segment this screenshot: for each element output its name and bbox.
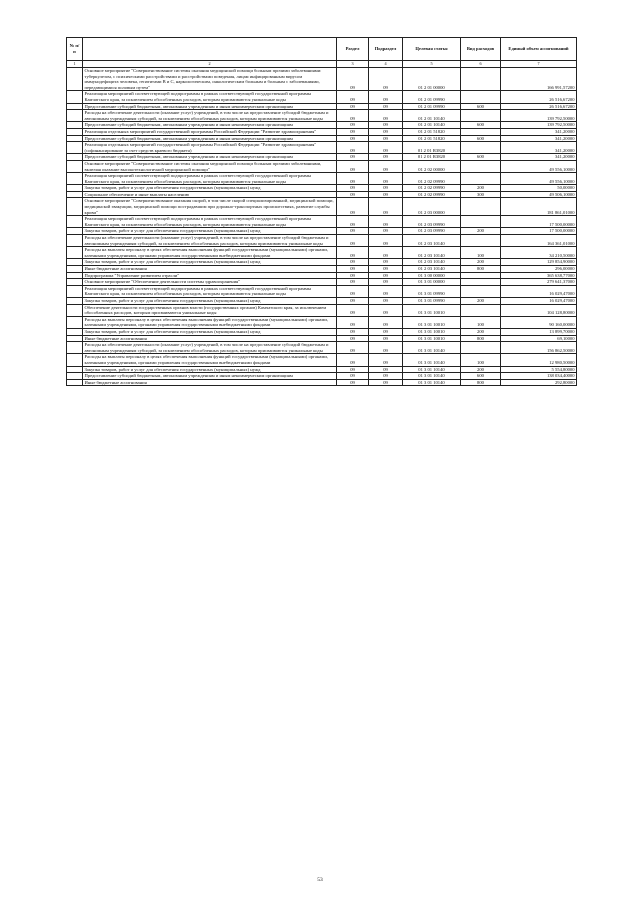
table-header-row bbox=[67, 38, 577, 61]
cell-subsection: 09 bbox=[369, 379, 403, 386]
cell-expense-type: 200 bbox=[461, 185, 501, 192]
cell-section: 09 bbox=[337, 68, 369, 91]
column-number-row bbox=[67, 61, 577, 68]
cell-number bbox=[67, 216, 83, 228]
cell-number bbox=[67, 328, 83, 335]
cell-target-item: 01 3 01 10010 bbox=[403, 316, 461, 328]
table-row bbox=[67, 335, 577, 342]
col-header-name bbox=[83, 38, 337, 61]
cell-target-item: 01 3 01 10140 bbox=[403, 373, 461, 380]
cell-section: 09 bbox=[337, 297, 369, 304]
cell-subsection: 09 bbox=[369, 228, 403, 235]
col-header-section: Раздел bbox=[337, 38, 369, 61]
cell-name: Закупка товаров, работ и услуг для обеспечения государственных (муниципальных) нужд bbox=[83, 228, 337, 235]
budget-table bbox=[66, 37, 577, 386]
cell-name: Предоставление субсидий бюджетным, автономным учреждениям и иным некоммерческим организациям bbox=[83, 103, 337, 110]
cell-section: 09 bbox=[337, 173, 369, 185]
cell-name: Реализация мероприятий соответствующей подпрограммы в рамках соответствующей государственной программы Камчатского края, за исключением обособленных расходов, которым присваиваются уникальные коды bbox=[83, 285, 337, 297]
cell-allocation: 365 638,77000 bbox=[501, 272, 577, 279]
cell-section: 09 bbox=[337, 135, 369, 142]
cell-name: Основное мероприятие "Совершенствование оказания скорой, в том числе скорой специализированной, медицинской помощи, медицинской эвакуации, медицинской помощи пострадавшим при дорожно-транспортных происшествиях, развитие службы крови" bbox=[83, 198, 337, 216]
cell-section: 09 bbox=[337, 272, 369, 279]
col-header-expense-type: Вид расходов bbox=[461, 38, 501, 61]
cell-subsection: 09 bbox=[369, 122, 403, 129]
page-number: 53 bbox=[317, 877, 323, 883]
cell-section: 09 bbox=[337, 110, 369, 122]
cell-target-item: 01 3 01 10010 bbox=[403, 328, 461, 335]
table-row bbox=[67, 272, 577, 279]
cell-target-item: 01 2 01 51820 bbox=[403, 128, 461, 135]
cell-name: Расходы на обеспечение деятельности (оказание услуг) учреждений, в том числе на предоставление субсидий бюджетным и автономным учреждениям субсидий, за исключением обособленных расходов, которым присваиваются уникальные коды bbox=[83, 342, 337, 354]
table-row bbox=[67, 185, 577, 192]
cell-section: 09 bbox=[337, 316, 369, 328]
table-row bbox=[67, 366, 577, 373]
cell-allocation: 49 556,10000 bbox=[501, 160, 577, 172]
cell-number bbox=[67, 304, 83, 316]
cell-name: Закупка товаров, работ и услуг для обеспечения государственных (муниципальных) нужд bbox=[83, 366, 337, 373]
cell-name: Закупка товаров, работ и услуг для обеспечения государственных (муниципальных) нужд bbox=[83, 185, 337, 192]
cell-target-item: 01 2 01 10140 bbox=[403, 122, 461, 129]
cell-name: Социальное обеспечение и иные выплаты населению bbox=[83, 191, 337, 198]
cell-section: 09 bbox=[337, 216, 369, 228]
col-header-allocation: Единый объем ассигнований bbox=[501, 38, 577, 61]
cell-expense-type: 200 bbox=[461, 259, 501, 266]
cell-expense-type bbox=[461, 216, 501, 228]
table-row bbox=[67, 91, 577, 103]
cell-section: 09 bbox=[337, 122, 369, 129]
cell-subsection: 09 bbox=[369, 68, 403, 91]
cell-name: Основное мероприятие "Совершенствование системы оказания медицинской помощи больным прочими заболеваниями: туберкулезом, с психическими расстройствами и расстройствами поведения, лицам инфицированным вирусом иммунодефицита человека, гепатитами В и С, наркологическим, онкологическим больным и больным с заболеваниями, передающимися половым путем" bbox=[83, 68, 337, 91]
cell-number bbox=[67, 342, 83, 354]
cell-name: Предоставление субсидий бюджетным, автономным учреждениям и иным некоммерческим организациям bbox=[83, 122, 337, 129]
table-row bbox=[67, 228, 577, 235]
table-row bbox=[67, 198, 577, 216]
cell-allocation: 50,00000 bbox=[501, 185, 577, 192]
table-row bbox=[67, 285, 577, 297]
cell-target-item: 01 2 03 10140 bbox=[403, 247, 461, 259]
cell-number bbox=[67, 354, 83, 366]
table-row bbox=[67, 154, 577, 161]
cell-subsection: 09 bbox=[369, 128, 403, 135]
cell-section: 09 bbox=[337, 335, 369, 342]
cell-target-item: 01 2 03 09990 bbox=[403, 228, 461, 235]
cell-subsection: 09 bbox=[369, 285, 403, 297]
cell-allocation: 296,00000 bbox=[501, 266, 577, 273]
cell-allocation: 279 641,37000 bbox=[501, 279, 577, 286]
table-row bbox=[67, 103, 577, 110]
cell-subsection: 09 bbox=[369, 154, 403, 161]
cell-allocation: 139 792,50000 bbox=[501, 110, 577, 122]
table-body bbox=[67, 68, 577, 386]
cell-allocation: 341,20000 bbox=[501, 128, 577, 135]
col-number: 1 bbox=[67, 61, 83, 68]
cell-target-item: 01 2 03 10140 bbox=[403, 235, 461, 247]
cell-section: 09 bbox=[337, 103, 369, 110]
cell-expense-type bbox=[461, 279, 501, 286]
cell-target-item: 01 3 01 10140 bbox=[403, 342, 461, 354]
cell-target-item: 01 3 01 10010 bbox=[403, 304, 461, 316]
cell-subsection: 09 bbox=[369, 328, 403, 335]
table-row bbox=[67, 110, 577, 122]
cell-expense-type: 600 bbox=[461, 135, 501, 142]
cell-section: 09 bbox=[337, 266, 369, 273]
cell-expense-type: 600 bbox=[461, 103, 501, 110]
cell-section: 09 bbox=[337, 279, 369, 286]
col-header-target-item: Целевая статья bbox=[403, 38, 461, 61]
cell-allocation: 26 516,67200 bbox=[501, 103, 577, 110]
cell-section: 09 bbox=[337, 185, 369, 192]
table-row bbox=[67, 142, 577, 154]
cell-section: 09 bbox=[337, 228, 369, 235]
cell-allocation: 104 128,80000 bbox=[501, 304, 577, 316]
table-row bbox=[67, 235, 577, 247]
cell-expense-type: 800 bbox=[461, 266, 501, 273]
cell-expense-type: 300 bbox=[461, 191, 501, 198]
table-row bbox=[67, 266, 577, 273]
cell-section: 09 bbox=[337, 366, 369, 373]
cell-name: Иные бюджетные ассигнования bbox=[83, 266, 337, 273]
cell-allocation: 26 516,67200 bbox=[501, 91, 577, 103]
cell-target-item: 01 2 02 00000 bbox=[403, 160, 461, 172]
cell-name: Расходы на обеспечение деятельности (оказание услуг) учреждений, в том числе на предоставление субсидий бюджетным и автономным учреждениям субсидий, за исключением обособленных расходов, которым присваиваются уникальные коды bbox=[83, 110, 337, 122]
cell-number bbox=[67, 316, 83, 328]
cell-expense-type bbox=[461, 285, 501, 297]
cell-allocation: 90 160,00000 bbox=[501, 316, 577, 328]
cell-number bbox=[67, 173, 83, 185]
table-row bbox=[67, 304, 577, 316]
cell-allocation: 156 862,50000 bbox=[501, 342, 577, 354]
cell-expense-type: 600 bbox=[461, 122, 501, 129]
cell-target-item: 01 2 01 51820 bbox=[403, 135, 461, 142]
cell-subsection: 09 bbox=[369, 297, 403, 304]
cell-expense-type: 200 bbox=[461, 228, 501, 235]
table-row bbox=[67, 191, 577, 198]
cell-expense-type: 800 bbox=[461, 335, 501, 342]
cell-subsection: 09 bbox=[369, 91, 403, 103]
cell-section: 09 bbox=[337, 285, 369, 297]
cell-number bbox=[67, 272, 83, 279]
cell-name: Иные бюджетные ассигнования bbox=[83, 335, 337, 342]
cell-subsection: 09 bbox=[369, 191, 403, 198]
cell-expense-type: 200 bbox=[461, 366, 501, 373]
cell-name: Предоставление субсидий бюджетным, автономным учреждениям и иным некоммерческим организациям bbox=[83, 154, 337, 161]
table-row bbox=[67, 68, 577, 91]
cell-name: Предоставление субсидий бюджетным, автономным учреждениям и иным некоммерческим организациям bbox=[83, 135, 337, 142]
col-header-subsection: Подраздел bbox=[369, 38, 403, 61]
table-row bbox=[67, 342, 577, 354]
cell-subsection: 09 bbox=[369, 304, 403, 316]
cell-target-item: 01 3 01 10140 bbox=[403, 366, 461, 373]
cell-section: 09 bbox=[337, 373, 369, 380]
cell-expense-type: 200 bbox=[461, 328, 501, 335]
table-row bbox=[67, 160, 577, 172]
cell-expense-type bbox=[461, 173, 501, 185]
cell-number bbox=[67, 247, 83, 259]
cell-target-item: 01 2 01 R3820 bbox=[403, 154, 461, 161]
cell-target-item: 01 3 01 09990 bbox=[403, 285, 461, 297]
table-row bbox=[67, 297, 577, 304]
cell-number bbox=[67, 103, 83, 110]
cell-number bbox=[67, 128, 83, 135]
cell-subsection: 09 bbox=[369, 373, 403, 380]
cell-target-item: 01 3 01 10010 bbox=[403, 335, 461, 342]
cell-allocation: 16 029,47000 bbox=[501, 297, 577, 304]
cell-subsection: 09 bbox=[369, 103, 403, 110]
cell-section: 09 bbox=[337, 142, 369, 154]
table-row bbox=[67, 279, 577, 286]
cell-number bbox=[67, 91, 83, 103]
cell-allocation: 34 210,50000 bbox=[501, 247, 577, 259]
cell-expense-type: 600 bbox=[461, 373, 501, 380]
cell-number bbox=[67, 110, 83, 122]
cell-section: 09 bbox=[337, 259, 369, 266]
cell-allocation: 16 029,47000 bbox=[501, 285, 577, 297]
cell-name: Закупка товаров, работ и услуг для обеспечения государственных (муниципальных) нужд bbox=[83, 328, 337, 335]
cell-allocation: 12 980,50000 bbox=[501, 354, 577, 366]
cell-target-item: 01 2 01 00000 bbox=[403, 68, 461, 91]
cell-subsection: 09 bbox=[369, 235, 403, 247]
cell-subsection: 09 bbox=[369, 342, 403, 354]
cell-expense-type bbox=[461, 304, 501, 316]
cell-target-item: 01 3 01 00000 bbox=[403, 279, 461, 286]
col-number: 4 bbox=[369, 61, 403, 68]
cell-number bbox=[67, 279, 83, 286]
cell-name: Расходы на выплаты персоналу в целях обеспечения выполнения функций государственными (муниципальными) органами, казенными учреждениями, органами управления государственными внебюджетными фондами bbox=[83, 354, 337, 366]
cell-allocation: 17 500,00000 bbox=[501, 216, 577, 228]
cell-subsection: 09 bbox=[369, 160, 403, 172]
cell-subsection: 09 bbox=[369, 173, 403, 185]
cell-name: Предоставление субсидий бюджетным, автономным учреждениям и иным некоммерческим организациям bbox=[83, 373, 337, 380]
cell-expense-type bbox=[461, 68, 501, 91]
cell-expense-type bbox=[461, 235, 501, 247]
cell-number bbox=[67, 373, 83, 380]
table-row bbox=[67, 379, 577, 386]
cell-subsection: 09 bbox=[369, 259, 403, 266]
cell-section: 09 bbox=[337, 191, 369, 198]
cell-number bbox=[67, 266, 83, 273]
cell-section: 09 bbox=[337, 235, 369, 247]
cell-expense-type bbox=[461, 272, 501, 279]
cell-subsection: 09 bbox=[369, 247, 403, 259]
cell-section: 09 bbox=[337, 128, 369, 135]
cell-number bbox=[67, 235, 83, 247]
cell-allocation: 341,20000 bbox=[501, 142, 577, 154]
table-row bbox=[67, 173, 577, 185]
budget-table-page bbox=[66, 37, 576, 386]
cell-section: 09 bbox=[337, 354, 369, 366]
cell-name: Расходы на выплаты персоналу в целях обеспечения выполнения функций государственными (муниципальными) органами, казенными учреждениями, органами управления государственными внебюджетными фондами bbox=[83, 247, 337, 259]
col-number: 6 bbox=[461, 61, 501, 68]
cell-target-item: 01 2 01 09990 bbox=[403, 103, 461, 110]
cell-subsection: 09 bbox=[369, 366, 403, 373]
cell-name: Закупка товаров, работ и услуг для обеспечения государственных (муниципальных) нужд bbox=[83, 259, 337, 266]
cell-allocation: 49 556,10000 bbox=[501, 173, 577, 185]
cell-section: 09 bbox=[337, 342, 369, 354]
cell-number bbox=[67, 228, 83, 235]
table-row bbox=[67, 128, 577, 135]
cell-expense-type: 800 bbox=[461, 379, 501, 386]
cell-target-item: 01 3 01 10140 bbox=[403, 379, 461, 386]
table-row bbox=[67, 135, 577, 142]
cell-allocation: 129 854,90000 bbox=[501, 259, 577, 266]
table-row bbox=[67, 316, 577, 328]
cell-number bbox=[67, 135, 83, 142]
cell-number bbox=[67, 285, 83, 297]
cell-allocation: 139 792,50000 bbox=[501, 122, 577, 129]
cell-name: Подпрограмма "Управление развитием отрасли" bbox=[83, 272, 337, 279]
cell-name: Иные бюджетные ассигнования bbox=[83, 379, 337, 386]
cell-expense-type: 200 bbox=[461, 297, 501, 304]
cell-subsection: 09 bbox=[369, 316, 403, 328]
cell-expense-type bbox=[461, 142, 501, 154]
cell-name: Реализация мероприятий соответствующей подпрограммы в рамках соответствующей государственной программы Камчатского края, за исключением обособленных расходов, которым присваиваются уникальные коды bbox=[83, 216, 337, 228]
cell-number bbox=[67, 154, 83, 161]
cell-allocation: 341,20000 bbox=[501, 154, 577, 161]
cell-subsection: 09 bbox=[369, 216, 403, 228]
cell-allocation: 166 991,57200 bbox=[501, 68, 577, 91]
cell-target-item: 01 2 01 09990 bbox=[403, 91, 461, 103]
cell-subsection: 09 bbox=[369, 135, 403, 142]
cell-target-item: 01 3 01 10140 bbox=[403, 354, 461, 366]
cell-name: Расходы на обеспечение деятельности (оказание услуг) учреждений, в том числе на предоставление субсидий бюджетным и автономным учреждениям субсидий, за исключением обособленных расходов, которым присваиваются уникальные коды bbox=[83, 235, 337, 247]
cell-subsection: 09 bbox=[369, 142, 403, 154]
cell-allocation: 13 899,70000 bbox=[501, 328, 577, 335]
cell-allocation: 17 500,00000 bbox=[501, 228, 577, 235]
cell-section: 09 bbox=[337, 160, 369, 172]
table-row bbox=[67, 259, 577, 266]
cell-subsection: 09 bbox=[369, 110, 403, 122]
table-row bbox=[67, 328, 577, 335]
cell-section: 09 bbox=[337, 91, 369, 103]
cell-expense-type bbox=[461, 128, 501, 135]
cell-section: 09 bbox=[337, 304, 369, 316]
cell-number bbox=[67, 191, 83, 198]
table-row bbox=[67, 354, 577, 366]
cell-allocation: 49 506,10000 bbox=[501, 191, 577, 198]
table-row bbox=[67, 373, 577, 380]
cell-allocation: 164 361,01000 bbox=[501, 235, 577, 247]
cell-allocation: 138 034,40000 bbox=[501, 373, 577, 380]
cell-subsection: 09 bbox=[369, 335, 403, 342]
cell-subsection: 09 bbox=[369, 266, 403, 273]
cell-number bbox=[67, 142, 83, 154]
cell-expense-type: 100 bbox=[461, 354, 501, 366]
cell-expense-type bbox=[461, 160, 501, 172]
cell-target-item: 01 2 01 R3820 bbox=[403, 142, 461, 154]
cell-section: 09 bbox=[337, 198, 369, 216]
cell-expense-type bbox=[461, 342, 501, 354]
cell-subsection: 09 bbox=[369, 185, 403, 192]
cell-name: Реализация мероприятий соответствующей подпрограммы в рамках соответствующей государственной программы Камчатского края, за исключением обособленных расходов, которым присваиваются уникальные коды bbox=[83, 173, 337, 185]
cell-expense-type bbox=[461, 110, 501, 122]
cell-allocation: 341,20000 bbox=[501, 135, 577, 142]
cell-name: Расходы на выплаты персоналу в целях обеспечения выполнения функций государственными (муниципальными) органами, казенными учреждениями, органами управления государственными внебюджетными фондами bbox=[83, 316, 337, 328]
cell-number bbox=[67, 185, 83, 192]
table-row bbox=[67, 122, 577, 129]
cell-subsection: 09 bbox=[369, 279, 403, 286]
cell-number bbox=[67, 335, 83, 342]
cell-number bbox=[67, 297, 83, 304]
cell-number bbox=[67, 366, 83, 373]
cell-number bbox=[67, 198, 83, 216]
cell-name: Обеспечение деятельности государственных органов власти (государственных органов) Камчатского края, за исключением обособленных расходов, которым присваиваются уникальные коды bbox=[83, 304, 337, 316]
cell-name: Закупка товаров, работ и услуг для обеспечения государственных (муниципальных) нужд bbox=[83, 297, 337, 304]
cell-allocation: 5 554,80000 bbox=[501, 366, 577, 373]
col-number: 7 bbox=[501, 61, 577, 68]
cell-target-item: 01 2 03 10140 bbox=[403, 259, 461, 266]
cell-section: 09 bbox=[337, 247, 369, 259]
cell-expense-type: 600 bbox=[461, 154, 501, 161]
col-number: 3 bbox=[337, 61, 369, 68]
cell-section: 09 bbox=[337, 379, 369, 386]
cell-allocation: 69,10000 bbox=[501, 335, 577, 342]
cell-name: Реализация отдельных мероприятий государственной программы Российской Федерации "Развитие здравоохранения" bbox=[83, 128, 337, 135]
cell-number bbox=[67, 259, 83, 266]
cell-target-item: 01 2 03 00000 bbox=[403, 198, 461, 216]
cell-target-item: 01 3 01 09990 bbox=[403, 297, 461, 304]
col-number: 5 bbox=[403, 61, 461, 68]
cell-target-item: 01 2 02 09990 bbox=[403, 173, 461, 185]
cell-expense-type bbox=[461, 198, 501, 216]
cell-allocation: 292,80000 bbox=[501, 379, 577, 386]
cell-target-item: 01 2 02 09990 bbox=[403, 185, 461, 192]
cell-subsection: 09 bbox=[369, 198, 403, 216]
cell-target-item: 01 2 02 09990 bbox=[403, 191, 461, 198]
cell-target-item: 01 2 01 10140 bbox=[403, 110, 461, 122]
cell-number bbox=[67, 122, 83, 129]
cell-name: Реализация мероприятий соответствующей подпрограммы в рамках соответствующей государственной программы Камчатского края, за исключением обособленных расходов, которым присваиваются уникальные коды bbox=[83, 91, 337, 103]
cell-target-item: 01 3 00 00000 bbox=[403, 272, 461, 279]
col-header-number: № п/п bbox=[67, 38, 83, 61]
cell-expense-type: 100 bbox=[461, 316, 501, 328]
table-row bbox=[67, 247, 577, 259]
cell-target-item: 01 2 03 09990 bbox=[403, 216, 461, 228]
cell-allocation: 181 861,01000 bbox=[501, 198, 577, 216]
table-row bbox=[67, 216, 577, 228]
cell-number bbox=[67, 68, 83, 91]
cell-number bbox=[67, 160, 83, 172]
cell-section: 09 bbox=[337, 154, 369, 161]
cell-section: 09 bbox=[337, 328, 369, 335]
cell-target-item: 01 2 03 10140 bbox=[403, 266, 461, 273]
cell-expense-type bbox=[461, 91, 501, 103]
cell-name: Основное мероприятие "Совершенствование системы оказания медицинской помощи больным прочими заболеваниями, включая оказание высокотехнологичной медицинской помощи" bbox=[83, 160, 337, 172]
cell-subsection: 09 bbox=[369, 354, 403, 366]
cell-subsection: 09 bbox=[369, 272, 403, 279]
cell-number bbox=[67, 379, 83, 386]
cell-expense-type: 100 bbox=[461, 247, 501, 259]
cell-name: Основное мероприятие "Обеспечение деятельности системы здравоохранения" bbox=[83, 279, 337, 286]
col-number: 2 bbox=[83, 61, 337, 68]
cell-name: Реализация отдельных мероприятий государственной программы Российской Федерации "Развитие здравоохранения" (софинансирование за счет средств краевого бюджета) bbox=[83, 142, 337, 154]
